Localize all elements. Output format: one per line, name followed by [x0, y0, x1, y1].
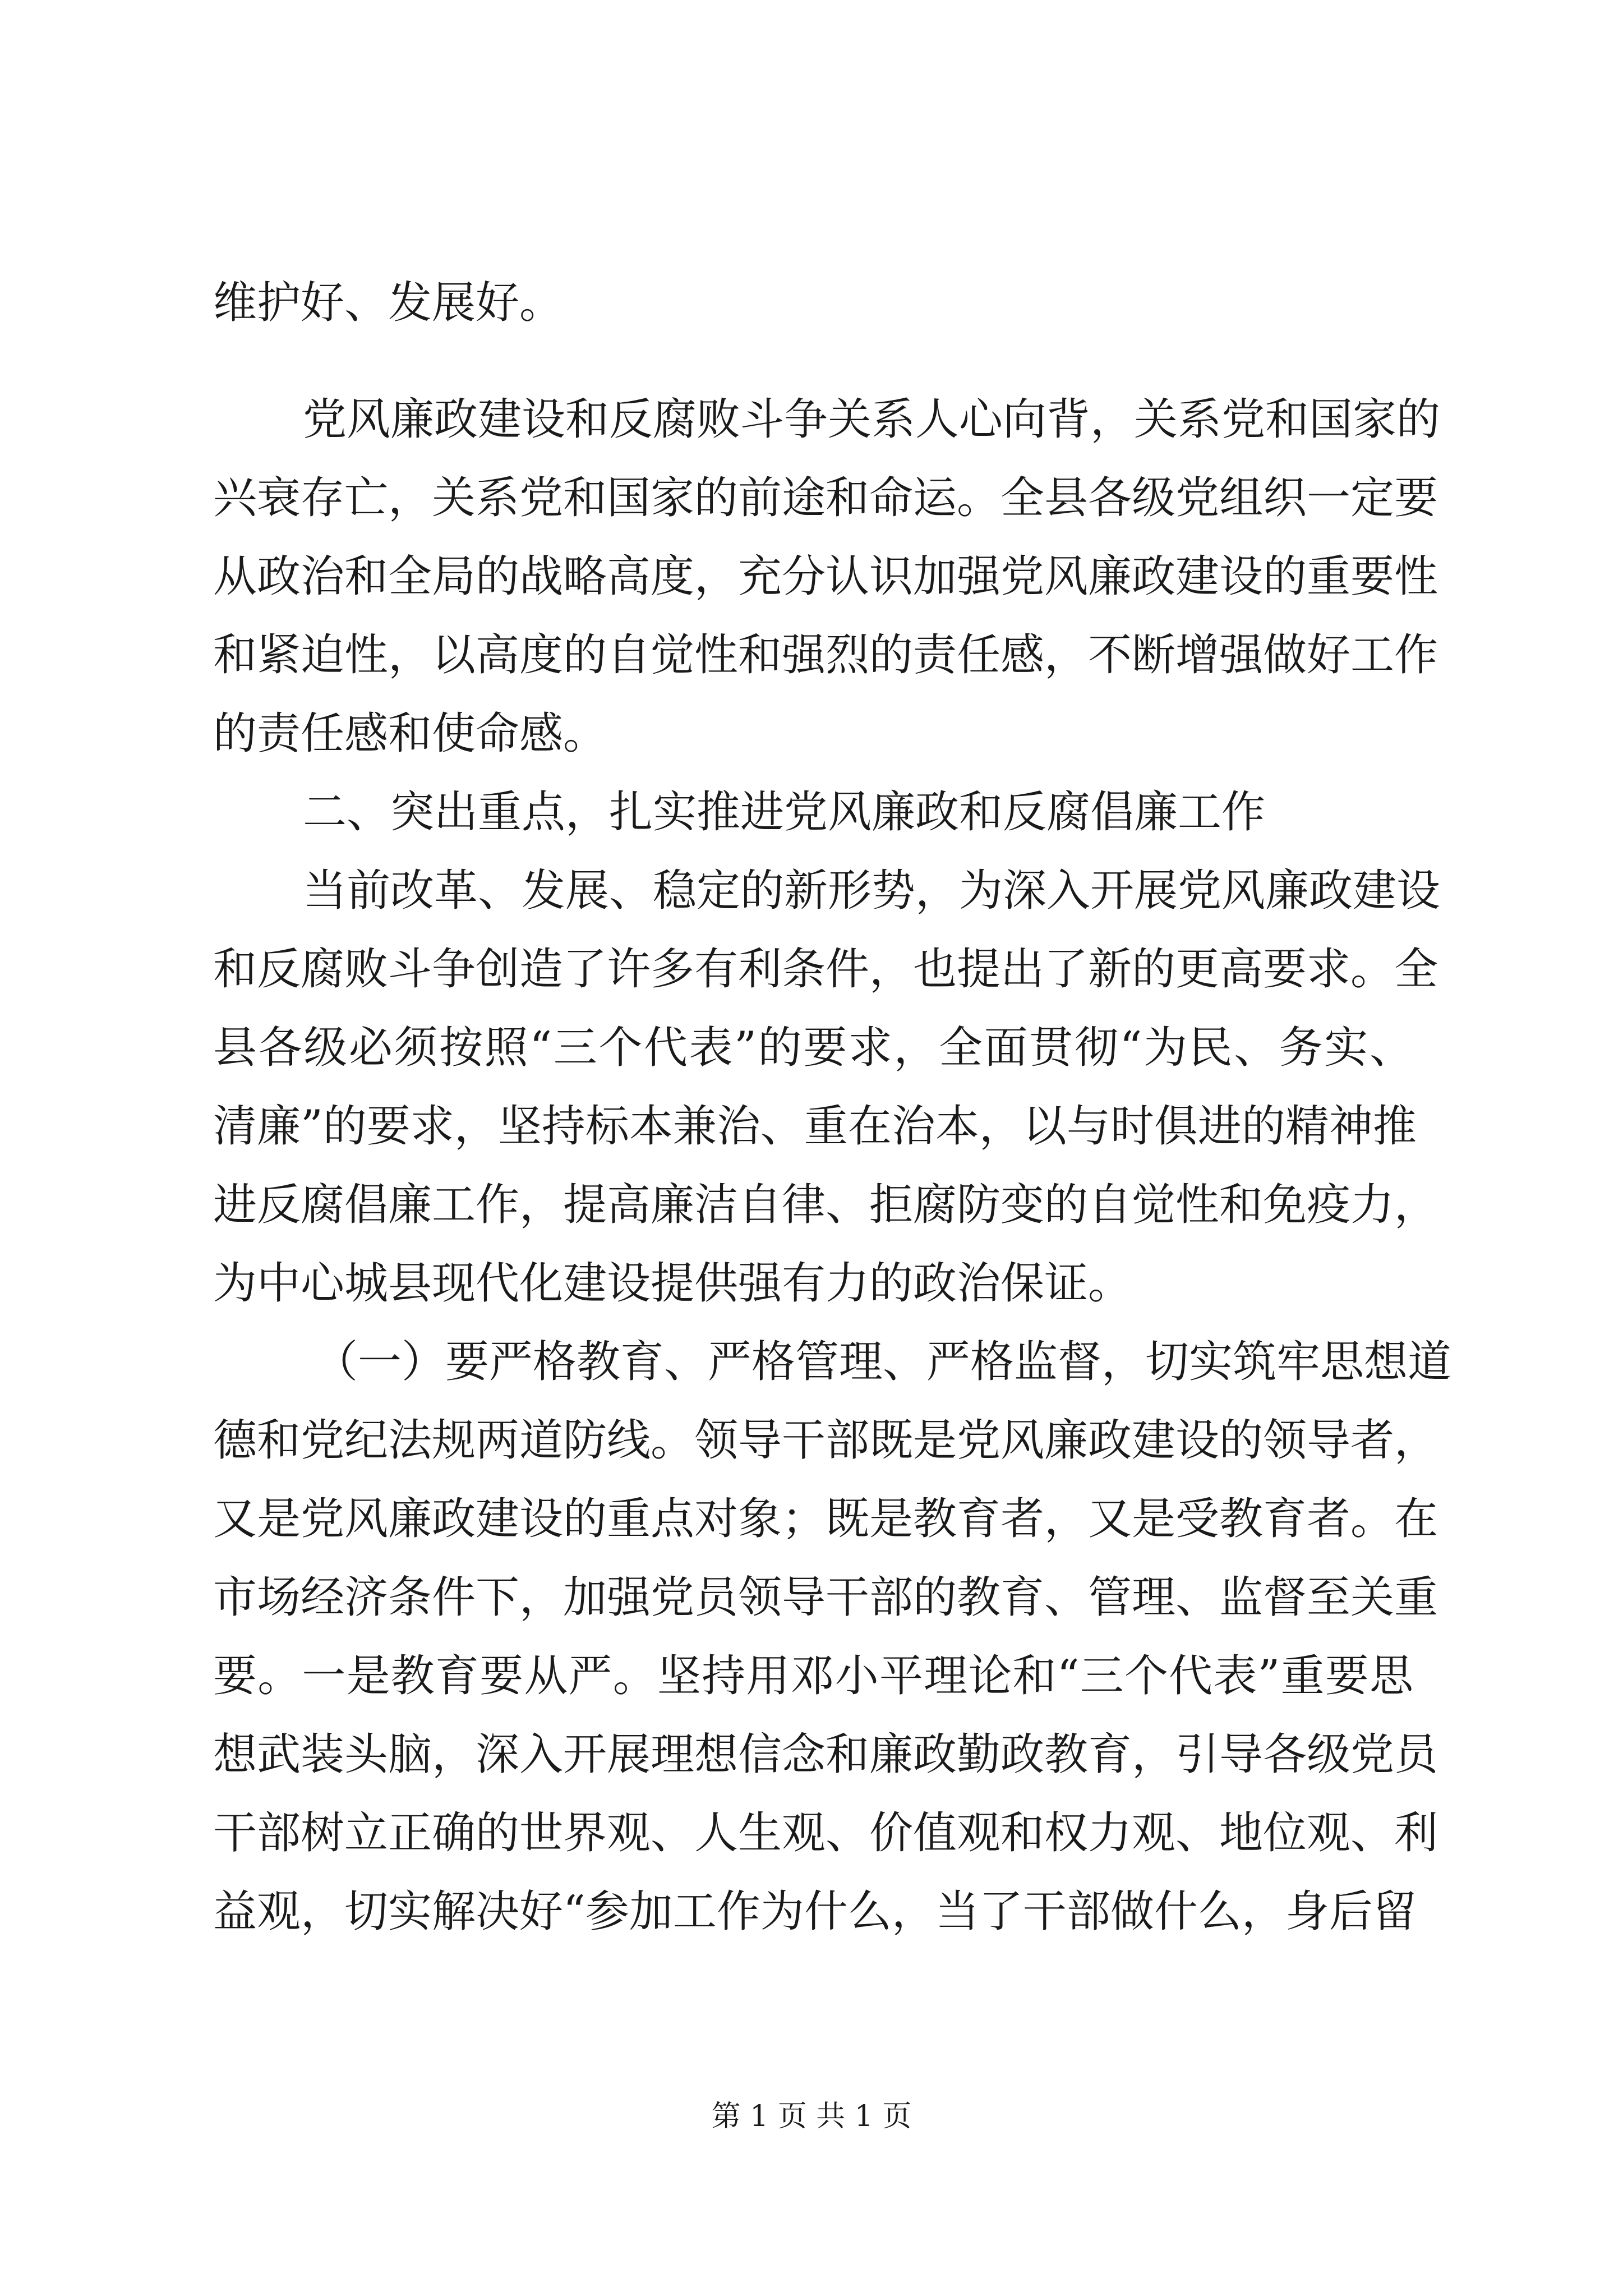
text-line: 党风廉政建设和反腐败斗争关系人心向背，关系党和国家的 [303, 394, 1441, 445]
text-line: 维护好、发展好。 [213, 278, 564, 328]
text-line: 市场经济条件下，加强党员领导干部的教育、管理、监督至关重 [213, 1572, 1438, 1623]
text-line: （一）要严格教育、严格管理、严格监督，切实筑牢思想道 [314, 1337, 1452, 1387]
text-line: 县各级必须按照“三个代表”的要求，全面贯彻“为民、务实、 [213, 1023, 1413, 1073]
text-line: 又是党风廉政建设的重点对象；既是教育者，又是受教育者。在 [213, 1494, 1438, 1544]
text-line: 要。一是教育要从严。坚持用邓小平理论和“三个代表”重要思 [213, 1651, 1413, 1701]
section-heading: 二、突出重点，扎实推进党风廉政和反腐倡廉工作 [303, 787, 1266, 838]
text-line: 当前改革、发展、稳定的新形势，为深入开展党风廉政建设 [303, 866, 1441, 916]
text-line: 的责任感和使命感。 [213, 708, 607, 759]
text-line: 德和党纪法规两道防线。领导干部既是党风廉政建设的领导者， [213, 1415, 1438, 1466]
text-line: 想武装头脑，深入开展理想信念和廉政勤政教育，引导各级党员 [213, 1729, 1438, 1780]
text-line: 进反腐倡廉工作，提高廉洁自律、拒腐防变的自觉性和免疫力， [213, 1180, 1438, 1230]
text-line: 干部树立正确的世界观、人生观、价值观和权力观、地位观、利 [213, 1808, 1438, 1858]
text-line: 和反腐败斗争创造了许多有利条件，也提出了新的更高要求。全 [213, 944, 1438, 995]
text-line: 和紧迫性，以高度的自觉性和强烈的责任感，不断增强做好工作 [213, 630, 1438, 680]
text-line: 为中心城县现代化建设提供强有力的政治保证。 [213, 1258, 1132, 1309]
page-number: 第 1 页 共 1 页 [711, 2100, 912, 2133]
text-line: 清廉”的要求，坚持标本兼治、重在治本，以与时俱进的精神推 [213, 1101, 1417, 1152]
text-line: 兴衰存亡，关系党和国家的前途和命运。全县各级党组织一定要 [213, 473, 1438, 523]
text-line: 益观，切实解决好“参加工作为什么，当了干部做什么，身后留 [213, 1887, 1417, 1937]
text-line: 从政治和全局的战略高度，充分认识加强党风廉政建设的重要性 [213, 551, 1438, 602]
